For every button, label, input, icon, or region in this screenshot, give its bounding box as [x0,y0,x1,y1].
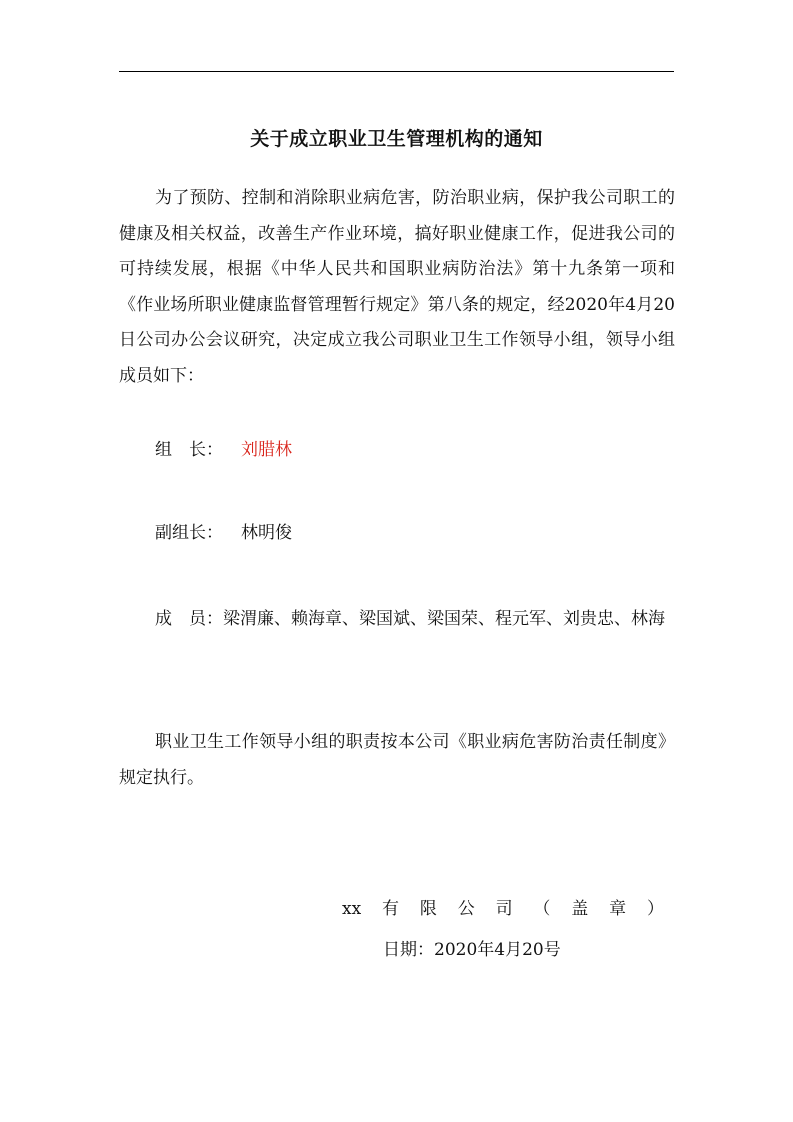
leader-line [155,435,292,465]
company-char: 章 [609,899,627,919]
company-char: ） [646,899,664,919]
header-rule [119,71,674,72]
leader-label: 组 长： [155,440,223,460]
company-char: xx [342,899,362,919]
company-char: 限 [419,899,437,919]
main-paragraph: 为了预防、控制和消除职业病危害，防治职业病，保护我公司职工的健康及相关权益，改善生产作业环境，搞好职业健康工作，促进我公司的可持续发展，根据《中华人民共和国职业病防治法》第十九条第一项和《作业场所职业健康监督管理暂行规定》第八条的规定，经2020年4月20日公司办公会议研究，决定成立我公司职业卫生工作领导小组，领导小组成员如下： [119,188,675,386]
document-title: 关于成立职业卫生管理机构的通知 [250,128,543,150]
duty-paragraph: 职业卫生工作领导小组的职责按本公司《职业病危害防治责任制度》规定执行。 [119,732,675,788]
vice-leader-name: 林明俊 [241,523,292,543]
vice-leader-line [155,518,292,548]
company-char: 公 [457,899,475,919]
vice-leader-label: 副组长： [155,523,223,543]
members-paragraph: 成 员：梁渭廉、赖海章、梁国斌、梁国荣、程元军、刘贵忠、林海 [155,609,665,629]
document-date: 日期：2020年4月20号 [383,940,561,960]
leader-name: 刘腊林 [241,440,292,460]
company-char: 有 [382,899,400,919]
company-char: 司 [495,899,513,919]
company-char: （ [533,899,551,919]
company-char: 盖 [571,899,589,919]
company-signature [342,894,664,924]
